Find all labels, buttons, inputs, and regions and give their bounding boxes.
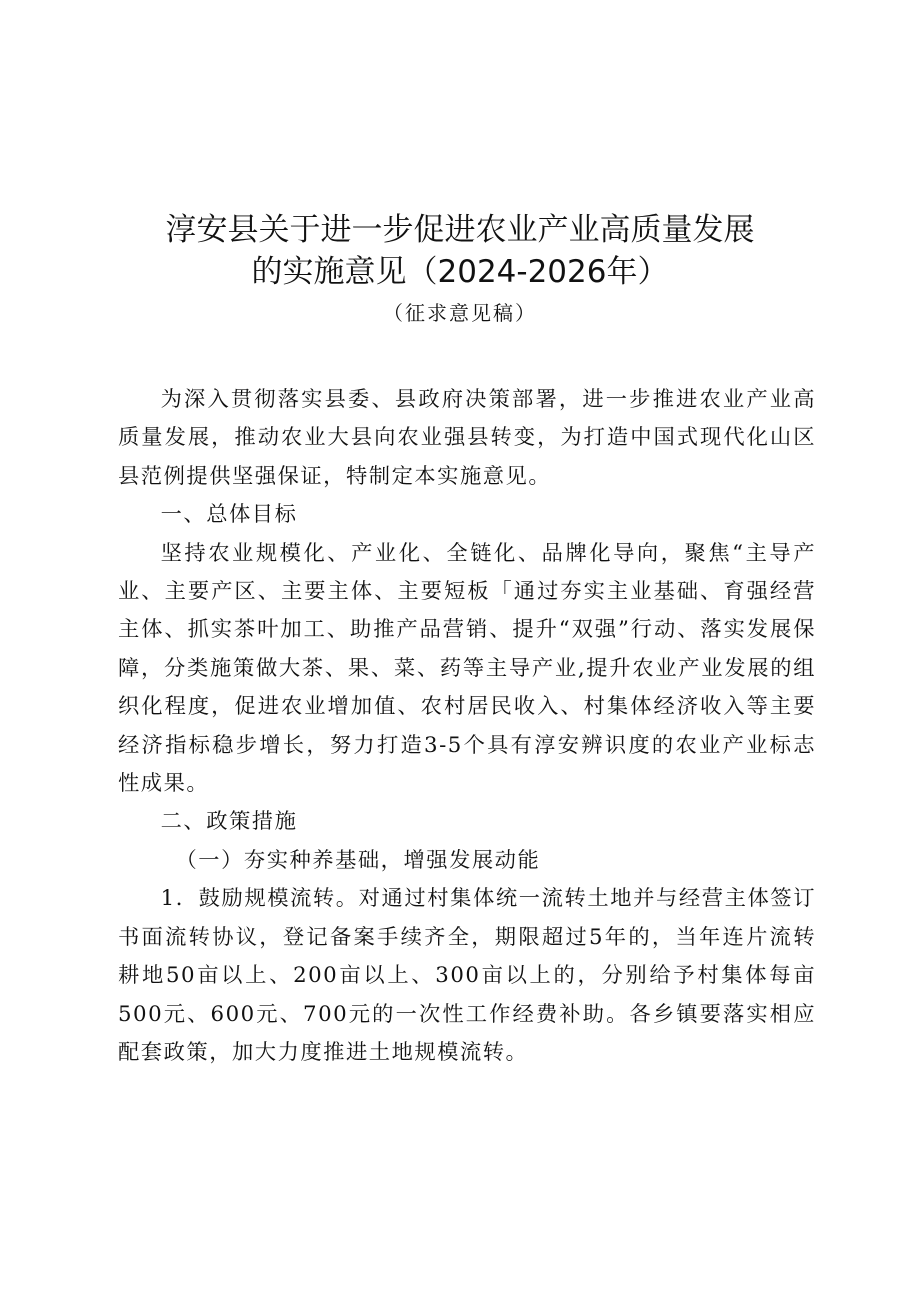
item-land-transfer-paragraph: 1．鼓励规模流转。对通过村集体统一流转土地并与经营主体签订书面流转协议，登记备案手续齐全，期限超过5年的，当年连片流转耕地50亩以上、200亩以上、300亩以上的，分别给予村集体每亩500元、600元、700元的一次性工作经费补助。各乡镇要落实相应配套政策，加大力度推进土地规模流转。 <box>118 886 816 1065</box>
document-title-line1: 淳安县关于进一步促进农业产业高质量发展 <box>165 212 755 248</box>
document-body <box>118 381 816 1072</box>
section-heading-overall-goals: 一、总体目标 <box>160 502 298 528</box>
subsection-heading-foundation: （一）夯实种养基础，增强发展动能 <box>175 847 541 873</box>
section-heading-policy-measures: 二、政策措施 <box>160 809 298 835</box>
overall-goals-paragraph: 坚持农业规模化、产业化、全链化、品牌化导向，聚焦“主导产业、主要产区、主要主体、主要短板「通过夯实主业基础、育强经营主体、抓实茶叶加工、助推产品营销、提升“双强”行动、落实发展保障，分类施策做大茶、果、菜、药等主导产业,提升农业产业发展的组织化程度，促进农业增加值、农村居民收入、村集体经济收入等主要经济指标稳步增长，努力打造3-5个具有淳安辨识度的农业产业标志性成果。 <box>118 540 816 797</box>
document-subtitle: （征求意见稿） <box>383 301 537 325</box>
document-title-line2: 的实施意见（2024-2026年） <box>251 254 669 290</box>
intro-paragraph: 为深入贯彻落实县委、县政府决策部署，进一步推进农业产业高质量发展，推动农业大县向农业强县转变，为打造中国式现代化山区县范例提供坚强保证，特制定本实施意见。 <box>118 387 816 489</box>
